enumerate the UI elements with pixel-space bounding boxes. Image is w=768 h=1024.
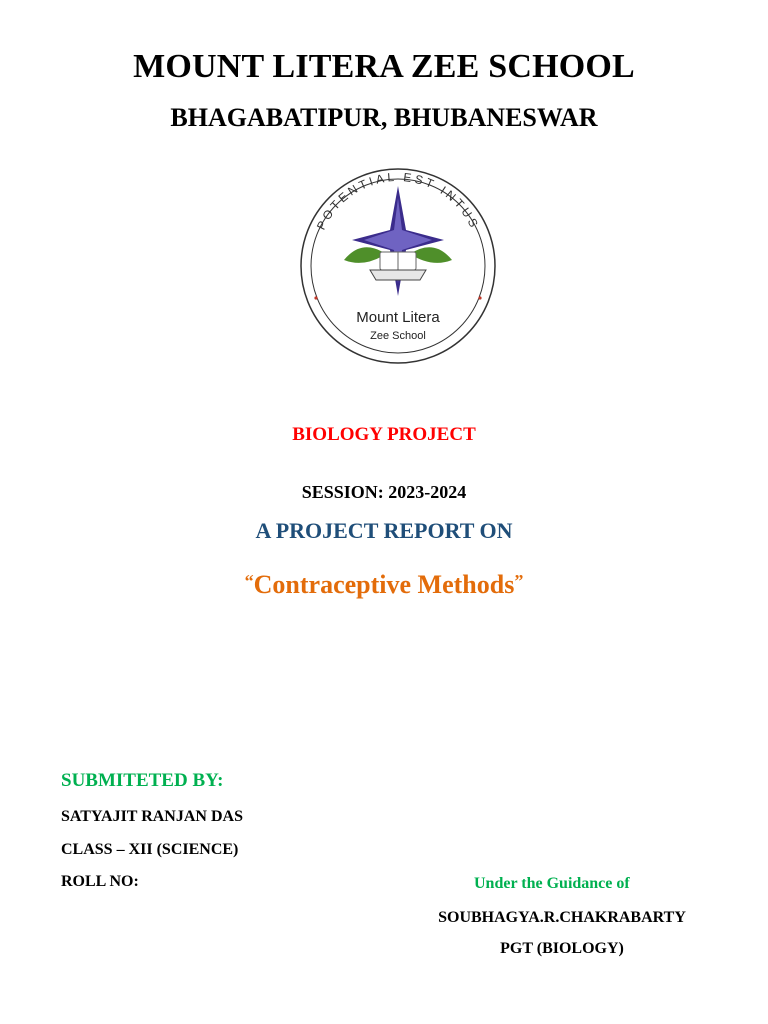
close-quote: ”: [514, 571, 524, 591]
guide-role: PGT (BIOLOGY): [500, 940, 624, 957]
logo-brand-line2: Zee School: [370, 330, 426, 342]
guidance-label: Under the Guidance of: [474, 875, 630, 892]
school-name: MOUNT LITERA ZEE SCHOOL: [133, 48, 635, 85]
student-class: CLASS – XII (SCIENCE): [61, 841, 239, 858]
session-label: SESSION: 2023-2024: [301, 482, 467, 502]
project-type: BIOLOGY PROJECT: [292, 424, 476, 445]
submitted-by-heading: SUBMITETED BY:: [61, 770, 224, 791]
school-crest-icon: [282, 168, 514, 368]
open-quote: “: [244, 571, 254, 591]
project-title: [0, 570, 768, 600]
guide-name: SOUBHAGYA.R.CHAKRABARTY: [438, 909, 686, 926]
roll-number: ROLL NO:: [61, 873, 139, 890]
school-location: BHAGABATIPUR, BHUBANESWAR: [170, 103, 598, 132]
project-title-text: Contraceptive Methods: [253, 570, 515, 599]
logo-brand-line1: Mount Litera: [356, 309, 440, 326]
report-heading: A PROJECT REPORT ON: [255, 518, 513, 543]
student-name: SATYAJIT RANJAN DAS: [61, 808, 243, 825]
logo-motto: POTENTIAL EST INTUS: [313, 169, 483, 233]
